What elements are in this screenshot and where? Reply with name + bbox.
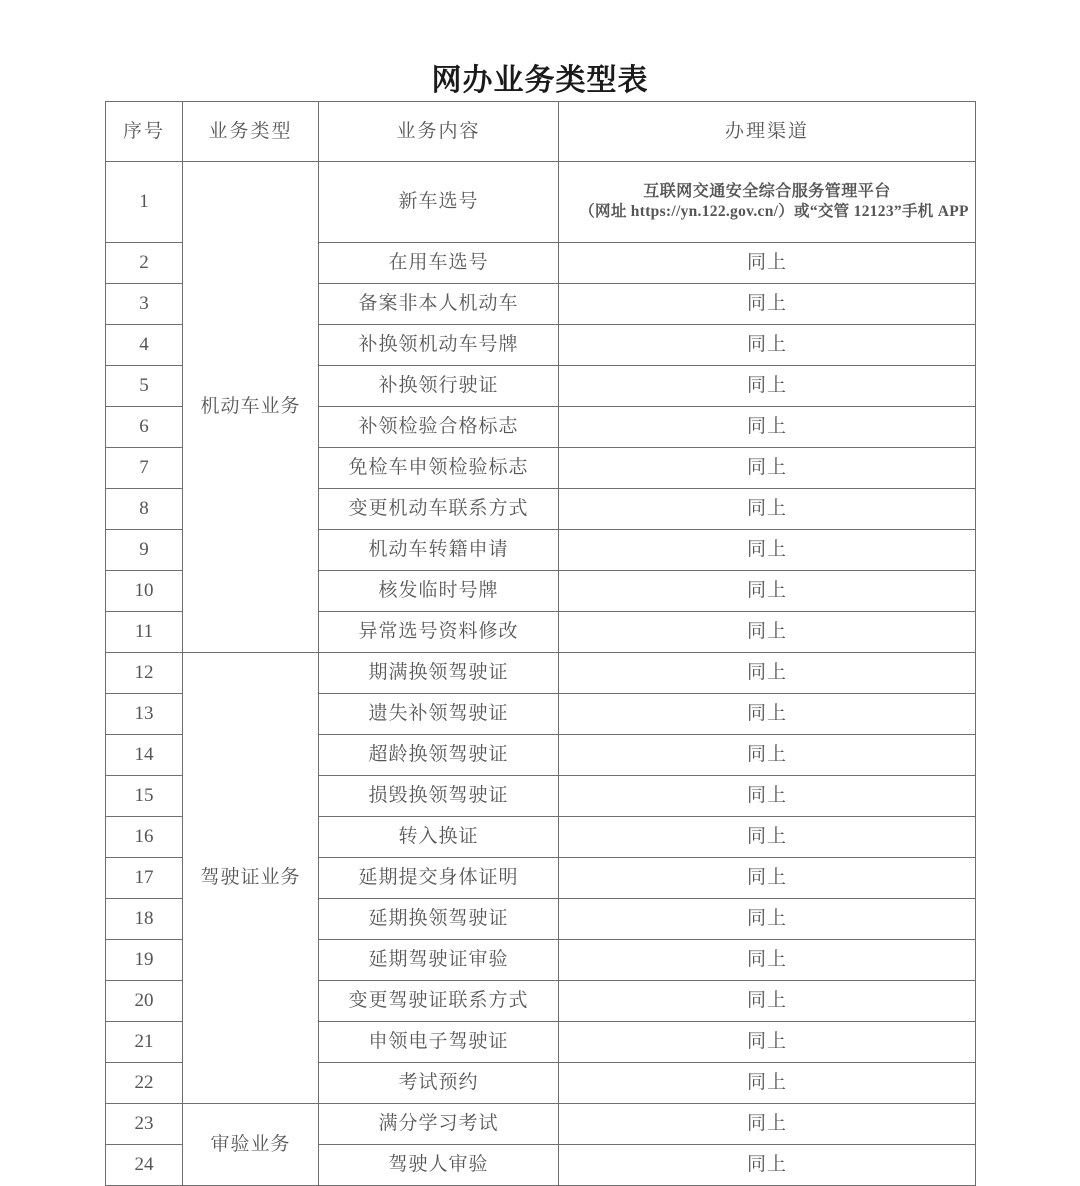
cell-channel: 同上 (559, 1145, 976, 1186)
cell-channel: 同上 (559, 407, 976, 448)
cell-no: 4 (106, 325, 183, 366)
cell-channel: 同上 (559, 366, 976, 407)
table-body (106, 162, 976, 1186)
cell-content: 变更机动车联系方式 (319, 489, 559, 530)
cell-channel: 同上 (559, 776, 976, 817)
cell-category-vehicle: 机动车业务 (183, 162, 319, 653)
cell-category-review: 审验业务 (183, 1104, 319, 1186)
cell-content: 机动车转籍申请 (319, 530, 559, 571)
cell-content: 备案非本人机动车 (319, 284, 559, 325)
cell-content: 延期换领驾驶证 (319, 899, 559, 940)
cell-no: 12 (106, 653, 183, 694)
cell-no: 20 (106, 981, 183, 1022)
cell-channel: 同上 (559, 735, 976, 776)
header-no: 序号 (106, 102, 183, 162)
cell-content: 考试预约 (319, 1063, 559, 1104)
table-row (106, 653, 976, 694)
cell-channel: 同上 (559, 489, 976, 530)
cell-category-license: 驾驶证业务 (183, 653, 319, 1104)
cell-no: 2 (106, 243, 183, 284)
cell-content: 损毁换领驾驶证 (319, 776, 559, 817)
cell-no: 17 (106, 858, 183, 899)
cell-no: 7 (106, 448, 183, 489)
channel-platform-name: 互联网交通安全综合服务管理平台 (643, 182, 891, 200)
header-business-content: 业务内容 (319, 102, 559, 162)
cell-channel: 同上 (559, 653, 976, 694)
cell-channel: 同上 (559, 243, 976, 284)
cell-content: 延期提交身体证明 (319, 858, 559, 899)
business-type-table-container (105, 101, 975, 1186)
cell-content: 申领电子驾驶证 (319, 1022, 559, 1063)
cell-content: 免检车申领检验标志 (319, 448, 559, 489)
cell-channel: 同上 (559, 694, 976, 735)
cell-channel: 同上 (559, 981, 976, 1022)
cell-content: 超龄换领驾驶证 (319, 735, 559, 776)
cell-channel: 同上 (559, 530, 976, 571)
table-row (106, 162, 976, 243)
cell-channel-platform (559, 162, 976, 243)
header-business-type: 业务类型 (183, 102, 319, 162)
cell-no: 9 (106, 530, 183, 571)
cell-channel: 同上 (559, 1022, 976, 1063)
cell-content: 补换领行驶证 (319, 366, 559, 407)
cell-channel: 同上 (559, 1063, 976, 1104)
cell-content: 补换领机动车号牌 (319, 325, 559, 366)
cell-no: 19 (106, 940, 183, 981)
cell-channel: 同上 (559, 817, 976, 858)
cell-content: 遗失补领驾驶证 (319, 694, 559, 735)
cell-content: 新车选号 (319, 162, 559, 243)
cell-channel: 同上 (559, 940, 976, 981)
cell-no: 5 (106, 366, 183, 407)
cell-no: 23 (106, 1104, 183, 1145)
table-header (106, 102, 976, 162)
cell-channel: 同上 (559, 1104, 976, 1145)
cell-content: 变更驾驶证联系方式 (319, 981, 559, 1022)
cell-no: 24 (106, 1145, 183, 1186)
cell-content: 异常选号资料修改 (319, 612, 559, 653)
cell-content: 驾驶人审验 (319, 1145, 559, 1186)
cell-no: 14 (106, 735, 183, 776)
cell-no: 1 (106, 162, 183, 243)
cell-channel: 同上 (559, 858, 976, 899)
cell-content: 核发临时号牌 (319, 571, 559, 612)
cell-no: 10 (106, 571, 183, 612)
business-type-table (105, 101, 976, 1186)
cell-no: 8 (106, 489, 183, 530)
cell-no: 3 (106, 284, 183, 325)
table-header-row (106, 102, 976, 162)
cell-content: 期满换领驾驶证 (319, 653, 559, 694)
cell-content: 在用车选号 (319, 243, 559, 284)
header-channel: 办理渠道 (559, 102, 976, 162)
cell-content: 满分学习考试 (319, 1104, 559, 1145)
cell-channel: 同上 (559, 448, 976, 489)
cell-no: 11 (106, 612, 183, 653)
table-row (106, 1104, 976, 1145)
page-title: 网办业务类型表 (431, 64, 649, 97)
cell-channel: 同上 (559, 325, 976, 366)
cell-no: 13 (106, 694, 183, 735)
cell-no: 6 (106, 407, 183, 448)
cell-content: 转入换证 (319, 817, 559, 858)
cell-channel: 同上 (559, 284, 976, 325)
cell-channel: 同上 (559, 899, 976, 940)
channel-platform-url: （网址 https://yn.122.gov.cn/）或“交管 12123”手机 APP (579, 203, 969, 221)
cell-channel: 同上 (559, 571, 976, 612)
cell-no: 18 (106, 899, 183, 940)
cell-no: 15 (106, 776, 183, 817)
cell-content: 补领检验合格标志 (319, 407, 559, 448)
cell-content: 延期驾驶证审验 (319, 940, 559, 981)
cell-no: 22 (106, 1063, 183, 1104)
cell-channel: 同上 (559, 612, 976, 653)
cell-no: 21 (106, 1022, 183, 1063)
cell-no: 16 (106, 817, 183, 858)
